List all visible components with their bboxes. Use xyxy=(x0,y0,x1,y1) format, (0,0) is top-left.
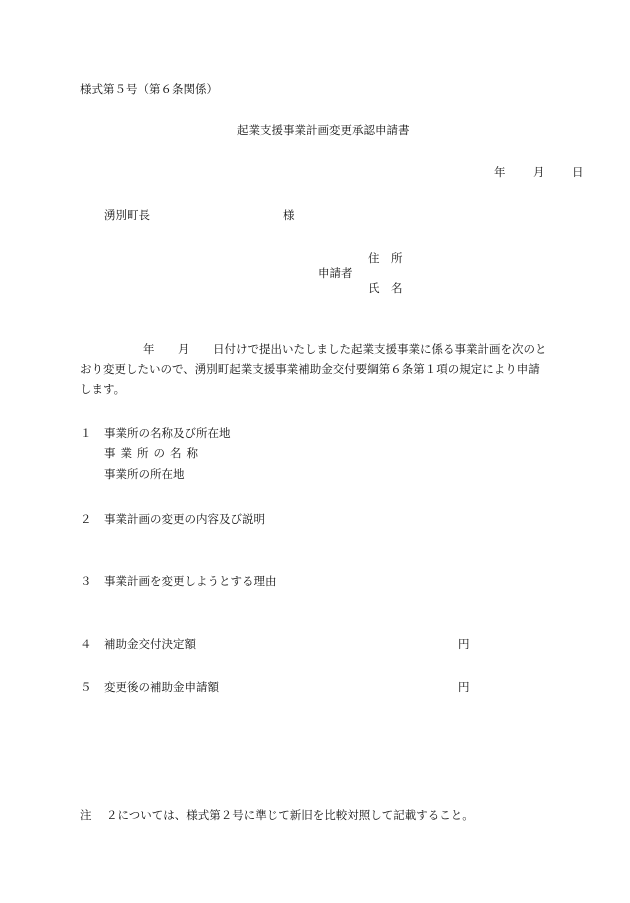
item-3-number: ３ xyxy=(80,574,92,588)
body-line-1: 日付けで提出いたしました起業支援事業に係る事業計画を次のと xyxy=(213,342,547,356)
body-year: 年 xyxy=(143,342,155,356)
applicant-label: 申請者 xyxy=(318,266,353,280)
name-label: 氏 名 xyxy=(368,281,403,295)
document-title: 起業支援事業計画変更承認申請書 xyxy=(237,123,410,137)
item-4-unit: 円 xyxy=(458,637,470,651)
item-1-sub-location: 事業所の所在地 xyxy=(104,467,185,481)
item-4-number: ４ xyxy=(80,637,92,651)
item-1-label: 事業所の名称及び所在地 xyxy=(104,426,231,440)
form-number: 様式第５号（第６条関係） xyxy=(80,82,218,96)
item-5-number: ５ xyxy=(80,680,92,694)
item-3-label: 事業計画を変更しようとする理由 xyxy=(104,574,277,588)
item-4-label: 補助金交付決定額 xyxy=(104,637,196,651)
body-line-2: おり変更したいので、湧別町起業支援事業補助金交付要綱第６条第１項の規定により申請 xyxy=(80,362,540,376)
addressee-honorific: 様 xyxy=(283,208,295,222)
note-text: ２については、様式第２号に準じて新旧を比較対照して記載すること。 xyxy=(106,808,474,822)
item-2-label: 事業計画の変更の内容及び説明 xyxy=(104,512,265,526)
item-1-number: １ xyxy=(80,426,92,440)
item-1-sub-name: 事業所の名称 xyxy=(104,446,203,460)
item-5-unit: 円 xyxy=(458,680,470,694)
body-line-3: します。 xyxy=(80,382,126,396)
address-label: 住 所 xyxy=(368,251,403,265)
date-month: 月 xyxy=(533,165,545,179)
item-5-label: 変更後の補助金申請額 xyxy=(104,680,219,694)
item-2-number: ２ xyxy=(80,512,92,526)
date-day: 日 xyxy=(572,165,584,179)
addressee-name: 湧別町長 xyxy=(104,208,150,222)
note-label: 注 xyxy=(80,808,92,822)
body-month: 月 xyxy=(178,342,190,356)
date-year: 年 xyxy=(494,165,506,179)
